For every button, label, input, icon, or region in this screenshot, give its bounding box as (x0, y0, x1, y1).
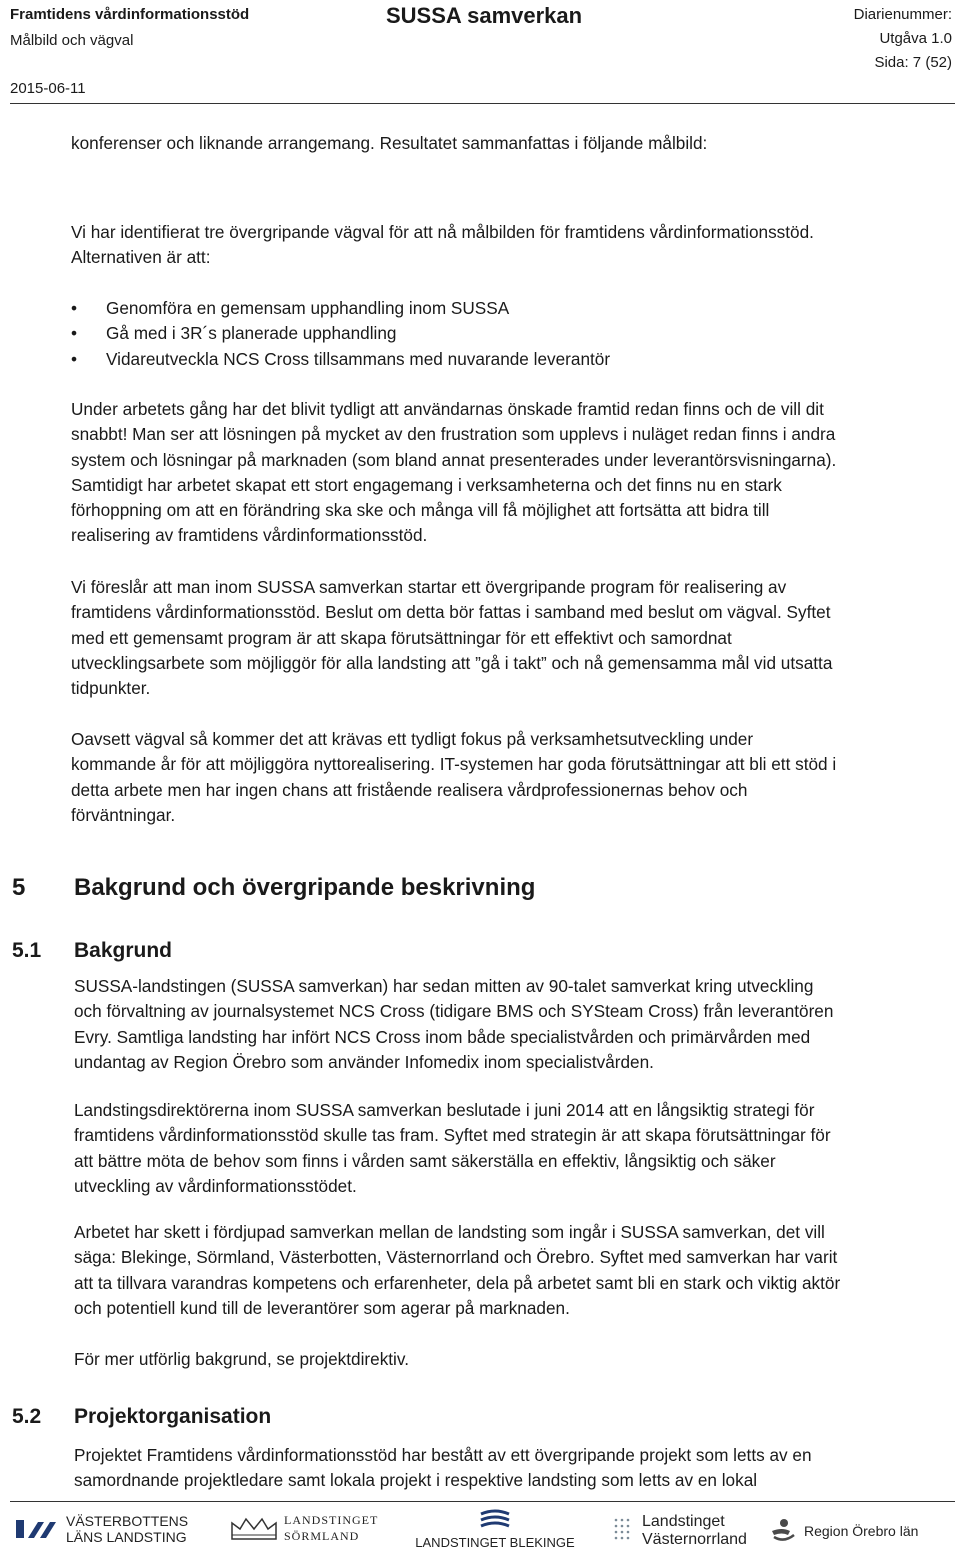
text-line: förhoppning om att en förändring ska ske och många vill få möjlighet att fortsätta att bidra till (71, 500, 770, 521)
text-line: Under arbetets gång har det blivit tydligt att användarnas önskade framtid redan finns och de vill dit (71, 399, 824, 419)
text-line: snabbt! Man ser att lösningen på mycket av den frustration som upplevs i nuläget redan finns i andra (71, 424, 836, 445)
list-item: • Vidareutveckla NCS Cross tillsammans med nuvarande leverantör (71, 347, 610, 372)
text-line: att bättre möta de behov som finns i vården samt säkerställa en effektiv, långsiktig och säker (74, 1150, 776, 1171)
logo-blekinge (410, 1508, 580, 1551)
list-item: • Genomföra en gemensam upphandling inom SUSSA (71, 296, 610, 321)
vagval-list (71, 296, 610, 372)
text-line: utvecklingsarbete som möjliggör för alla landsting att ”gå i takt” och nå gemensamma mål vid utsatta (71, 652, 833, 673)
vasternorrland-line2: Västernorrland (642, 1531, 747, 1548)
sormland-crown-icon (228, 1513, 280, 1543)
sormland-line1: LANDSTINGET (284, 1513, 379, 1527)
logo-sormland (228, 1512, 378, 1544)
orebro-label: Region Örebro län (804, 1523, 919, 1539)
blekinge-label: LANDSTINGET BLEKINGE (415, 1535, 575, 1550)
sormland-line2: SÖRMLAND (284, 1529, 360, 1543)
intro-line: konferenser och liknande arrangemang. Resultatet sammanfattas i följande målbild: (71, 133, 708, 153)
paragraph-bakgrund-3 (74, 1220, 840, 1321)
blekinge-waves-icon (477, 1508, 513, 1530)
vagval-paragraph (71, 220, 814, 271)
text-line: och potentiell kund till de leverantörer som agerar på marknaden. (74, 1297, 570, 1318)
logo-vasternorrland (612, 1513, 747, 1549)
paragraph-program (71, 575, 832, 701)
header-date: 2015-06-11 (10, 80, 86, 97)
header-title: SUSSA samverkan (386, 3, 583, 28)
text-line: Samtidigt har arbetet skapat ett stort engagemang i verksamheterna och det finns nu en stark (71, 474, 782, 495)
text-line: Alternativen är att: (71, 247, 211, 268)
text-line: och förvaltning av journalsystemet NCS Cross (tidigare BMS och SYSteam Cross) från leverantören (74, 1001, 834, 1022)
vasterbotten-line1: VÄSTERBOTTENS (66, 1513, 189, 1529)
paragraph-bakgrund-4: För mer utförlig bakgrund, se projektdirektiv. (74, 1349, 409, 1369)
text-line: Vi föreslår att man inom SUSSA samverkan startar ett övergripande program för realisering av (71, 577, 787, 597)
text-line: framtidens vårdinformationsstöd skulle tas fram. Syftet med strategin är att skapa förutsättningar för (74, 1125, 831, 1146)
header-divider (10, 103, 955, 104)
section-5-title: Bakgrund och övergripande beskrivning (74, 874, 536, 901)
header-utgava: Utgåva 1.0 (879, 30, 952, 47)
text-line: säga: Blekinge, Sörmland, Västerbotten, Västernorrland och Örebro. Syftet med samverkan har varit (74, 1247, 838, 1268)
text-line: Projektet Framtidens vårdinformationsstöd har bestått av ett övergripande projekt som letts av en (74, 1445, 812, 1465)
footer-divider (10, 1501, 955, 1502)
logo-orebro (766, 1517, 918, 1545)
paragraph-bakgrund-2 (74, 1098, 831, 1199)
paragraph-projektorganisation (74, 1443, 812, 1494)
section-5-2-number: 5.2 (12, 1405, 42, 1428)
text-line: detta arbete men har ingen chans att fristående realisera vårdprofessionernas behov och (71, 779, 748, 800)
text-line: utveckling av vårdinformationsstödet. (74, 1175, 357, 1196)
text-line: tidpunkter. (71, 678, 151, 699)
text-line: Vi har identifierat tre övergripande vägval för att nå målbilden för framtidens vårdinformationsstöd. (71, 222, 814, 242)
section-5-1-number: 5.1 (12, 939, 42, 962)
text-line: undantag av Region Örebro som använder Infomedix inom specialistvården. (74, 1051, 654, 1072)
text-line: framtidens vårdinformationsstöd. Beslut om detta bör fattas i samband med beslut om vägval. Syftet (71, 602, 831, 623)
list-item: • Gå med i 3R´s planerade upphandling (71, 321, 610, 346)
orebro-emblem-icon (766, 1517, 800, 1545)
header-page-number: Sida: 7 (52) (874, 54, 952, 71)
section-5-1-title: Bakgrund (74, 939, 173, 962)
section-5-2-title: Projektorganisation (74, 1405, 272, 1428)
paragraph-engagement (71, 397, 836, 549)
logo-vasterbotten (14, 1513, 188, 1545)
vasterbotten-line2: LÄNS LANDSTING (66, 1529, 187, 1545)
text-line: samordnande projektledare samt lokala projekt i respektive landsting som letts av en lokal (74, 1470, 758, 1491)
header-org: Framtidens vårdinformationsstöd (10, 6, 250, 23)
text-line: att ta tillvara varandras kompetens och erfarenheter, dela på arbetet samt bli en stark och viktig aktör (74, 1272, 841, 1293)
text-line: Arbetet har skett i fördjupad samverkan mellan de landsting som ingår i SUSSA samverkan, det vill (74, 1222, 825, 1242)
text-line: förväntningar. (71, 804, 176, 825)
vasternorrland-dots-icon (612, 1516, 636, 1546)
vasterbotten-emblem-icon (14, 1516, 60, 1542)
header-diarienummer: Diarienummer: (853, 6, 952, 23)
text-line: SUSSA-landstingen (SUSSA samverkan) har sedan mitten av 90-talet samverkat kring utveckling (74, 976, 814, 996)
text-line: med ett gemensamt program är att skapa förutsättningar för ett effektivt och samordnat (71, 627, 732, 648)
text-line: realisering av framtidens vårdinformationsstöd. (71, 525, 428, 546)
text-line: Oavsett vägval så kommer det att krävas ett tydligt fokus på verksamhetsutveckling under (71, 729, 754, 749)
paragraph-vagval-fokus (71, 727, 836, 828)
text-line: system och lösningar på marknaden (som bland annat presenterades under leverantörsvisningarna). (71, 449, 837, 470)
header-subtitle: Målbild och vägval (10, 32, 134, 49)
paragraph-bakgrund-1 (74, 974, 833, 1075)
section-5-number: 5 (12, 874, 26, 901)
text-line: kommande år för att möjliggöra nyttorealisering. IT-systemen har goda förutsättningar att bli ett stöd i (71, 754, 837, 775)
text-line: Landstingsdirektörerna inom SUSSA samverkan beslutade i juni 2014 att en långsiktig strategi för (74, 1100, 815, 1120)
vasternorrland-line1: Landstinget (642, 1513, 725, 1530)
text-line: Evry. Samtliga landsting har infört NCS Cross inom både specialistvården och primärvården med (74, 1026, 811, 1047)
